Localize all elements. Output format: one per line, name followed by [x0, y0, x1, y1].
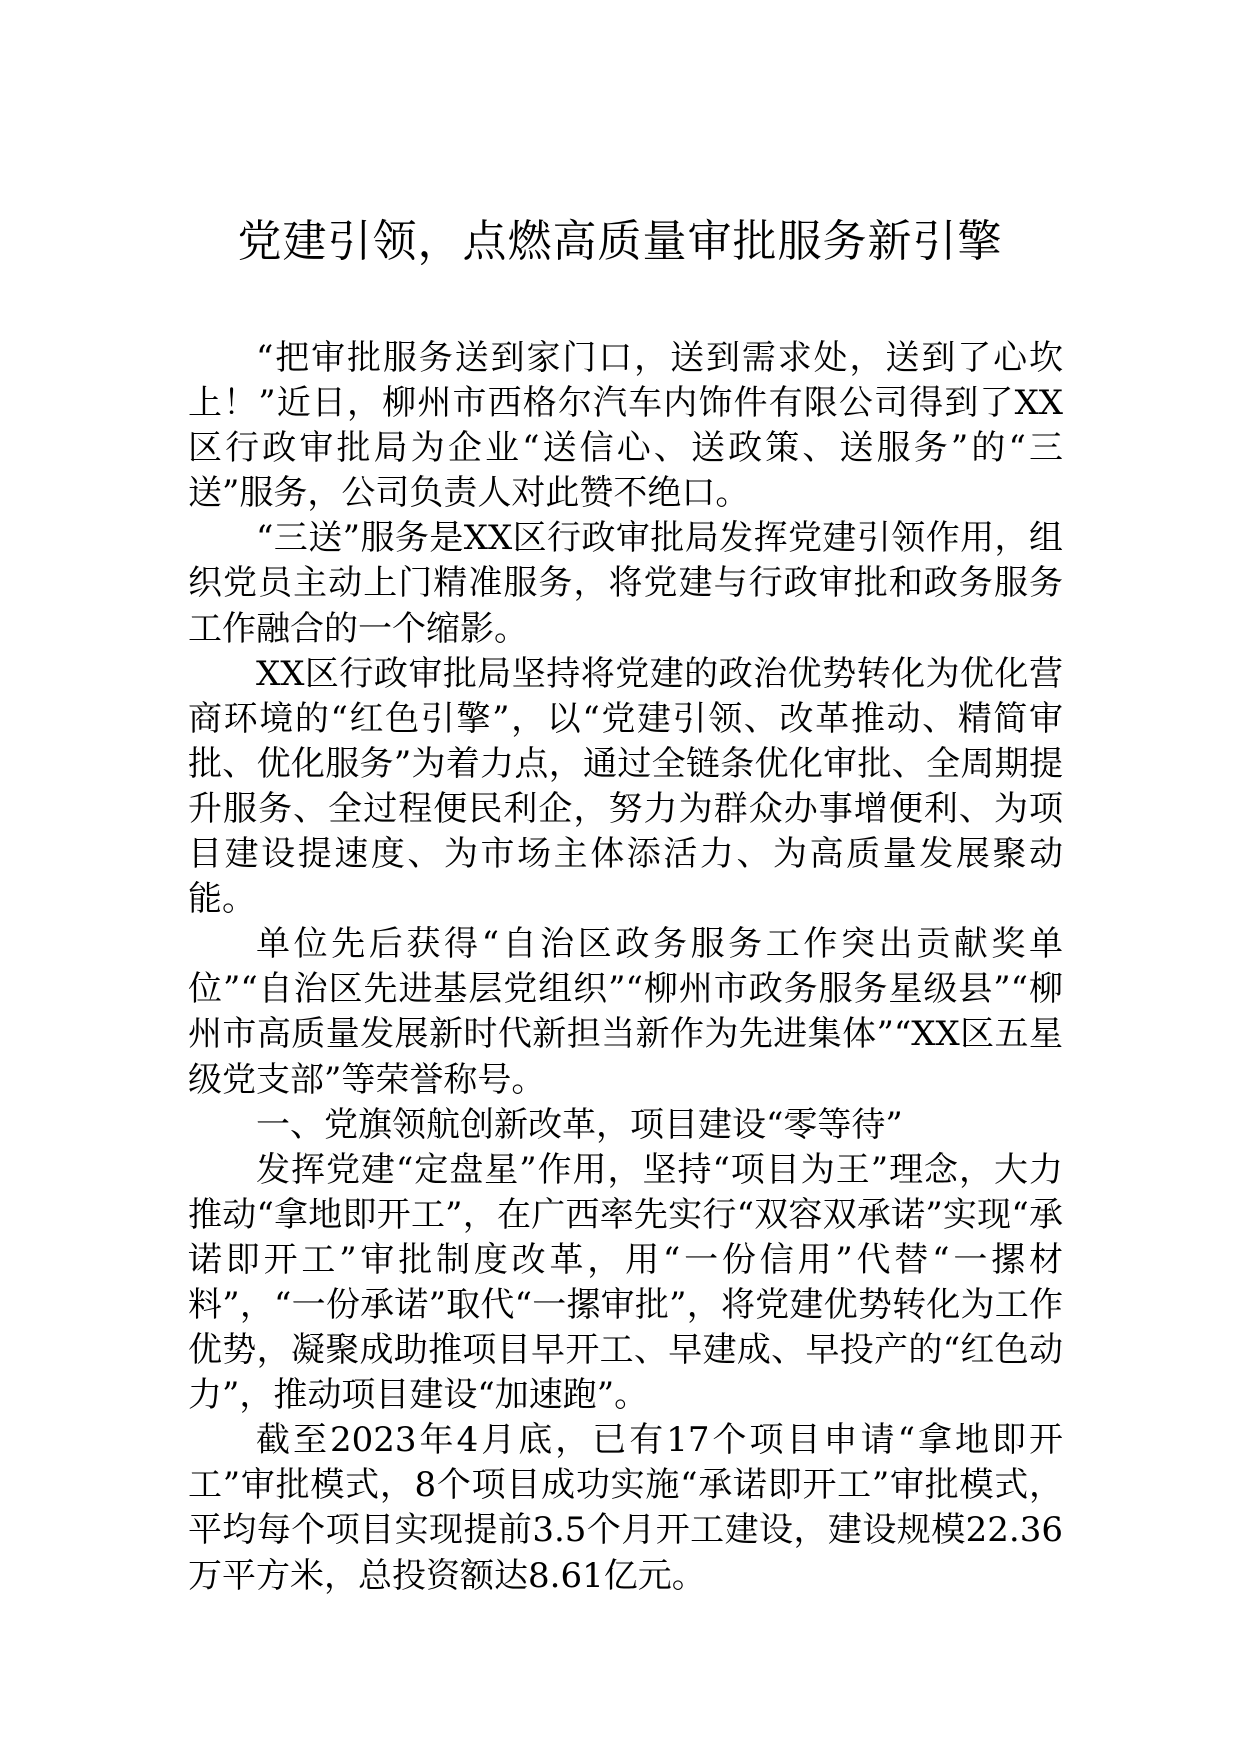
- document-title: 党建引领，点燃高质量审批服务新引擎: [237, 216, 1003, 267]
- paragraph: 发挥党建“定盘星”作用，坚持“项目为王”理念，大力推动“拿地即开工”，在广西率先实行“双容双承诺”实现“承诺即开工”审批制度改革，用“一份信用”代替“一摞材料”，“一份承诺”取代“一摞审批”，将党建优势转化为工作优势，凝聚成助推项目早开工、早建成、早投产的“红色动力”，推动项目建设“加速跑”。: [188, 1149, 1063, 1416]
- paragraph: “把审批服务送到家门口，送到需求处，送到了心坎上！”近日，柳州市西格尔汽车内饰件有限公司得到了XX区行政审批局为企业“送信心、送政策、送服务”的“三送”服务，公司负责人对此赞不绝口。: [188, 338, 1063, 514]
- paragraph: “三送”服务是XX区行政审批局发挥党建引领作用，组织党员主动上门精准服务，将党建与行政审批和政务服务工作融合的一个缩影。: [188, 518, 1063, 649]
- section-heading: 一、党旗领航创新改革，项目建设“零等待”: [256, 1104, 903, 1145]
- document-body: [188, 336, 1063, 1599]
- paragraph: 截至2023年4月底，已有17个项目申请“拿地即开工”审批模式，8个项目成功实施“承诺即开工”审批模式，平均每个项目实现提前3.5个月开工建设，建设规模22.36万平方米，总投资额达8.61亿元。: [188, 1420, 1063, 1596]
- paragraph: XX区行政审批局坚持将党建的政治优势转化为优化营商环境的“红色引擎”，以“党建引领、改革推动、精简审批、优化服务”为着力点，通过全链条优化审批、全周期提升服务、全过程便民利企，努力为群众办事增便利、为项目建设提速度、为市场主体添活力、为高质量发展聚动能。: [188, 653, 1063, 920]
- paragraph: 单位先后获得“自治区政务服务工作突出贡献奖单位”“自治区先进基层党组织”“柳州市政务服务星级县”“柳州市高质量发展新时代新担当新作为先进集体”“XX区五星级党支部”等荣誉称号。: [188, 924, 1063, 1100]
